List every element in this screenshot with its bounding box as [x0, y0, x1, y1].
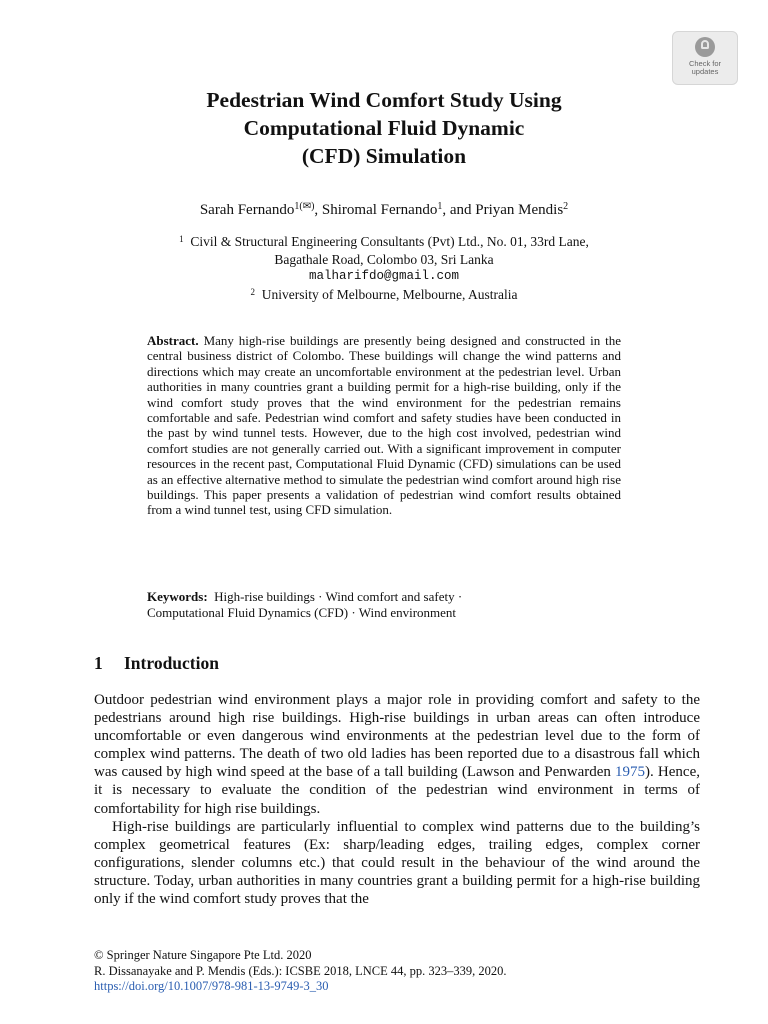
keywords-line: High-rise buildings · Wind comfort and safety ·	[214, 589, 463, 604]
affiliations	[100, 233, 668, 303]
title-line: (CFD) Simulation	[301, 144, 467, 168]
copyright: © Springer Nature Singapore Pte Ltd. 2020	[94, 948, 312, 962]
author-affiliation-mark: 1	[437, 201, 443, 212]
title-line: Computational Fluid Dynamic	[243, 116, 525, 140]
abstract-text: Many high-rise buildings are presently being designed and constructed in the central business district of Colombo. These buildings will change the wind patterns and directions which may create an uncomfortable environment at the pedestrian level. Urban authorities in many countries grant a building permit for a high-rise building, only if the wind comfort study proves that the wind environment for the pedestrian remains comfortable and safe. Pedestrian wind comfort and safety studies have been conducted in the past by wind tunnel tests. However, due to the high cost involved, pedestrian wind comfort studies are not generally carried out. With a significant improvement in computer resources in the recent past, Computational Fluid Dynamic (CFD) simulations can be used as an effective alternative method to simulate the pedestrian wind comfort around high rise buildings. This paper presents a validation of pedestrian wind comfort results obtained from a wind tunnel test, using CFD simulation.	[147, 333, 622, 518]
author-email[interactable]: malharifdo@gmail.com	[308, 269, 460, 283]
affiliation-1-line1: $^1$ Civil & Structural Engineering Consultants (Pvt) Ltd., No. 01, 33rd Lane,	[179, 234, 589, 249]
keywords-line: Computational Fluid Dynamics (CFD) · Wind environment	[147, 605, 457, 620]
paragraph: Outdoor pedestrian wind environment plays a major role in providing comfort and safety to the pedestrians around high rise buildings. High-rise buildings in urban areas can often introduce uncomfortable or even dangerous wind environments at the pedestrian level due to the form of complex wind patterns. The death of two old ladies has been reported due to a disastrous fall which was caused by high wind speed at the base of a tall building (Lawson and Penwarden 1975). Hence, it is necessary to evaluate the condition of the pedestrian wind environment in terms of comfortability for high rise buildings.	[94, 692, 700, 817]
affiliation-2: $^2$ University of Melbourne, Melbourne, Australia	[250, 286, 518, 302]
section-heading	[94, 653, 219, 674]
abstract	[147, 333, 621, 518]
author-affiliation-mark[interactable]: 1(✉)	[294, 201, 315, 212]
check-for-updates-badge[interactable]	[672, 31, 738, 85]
title-line: Pedestrian Wind Comfort Study Using	[206, 88, 562, 112]
author-list: Sarah Fernando$^{1(✉)}$, Shiromal Fernando$^1$, and Priyan Mendis$^2$	[199, 201, 569, 218]
badge-label: Check for updates	[688, 59, 722, 76]
keywords-label: Keywords:	[147, 589, 208, 604]
doi-link[interactable]: https://doi.org/10.1007/978-981-13-9749-3_30	[94, 979, 329, 993]
author-name: Sarah Fernando	[199, 202, 295, 218]
citation-link[interactable]: 1975	[615, 764, 646, 781]
section-number: 1	[94, 653, 103, 673]
paper-title	[100, 86, 668, 170]
body-text	[94, 691, 700, 908]
keywords	[147, 589, 627, 621]
author-name: Shiromal Fernando	[321, 202, 438, 218]
author-affiliation-mark: 2	[563, 201, 569, 212]
affiliation-1-line2: Bagathale Road, Colombo 03, Sri Lanka	[274, 251, 494, 267]
citation-info: R. Dissanayake and P. Mendis (Eds.): ICSBE 2018, LNCE 44, pp. 323–339, 2020.	[94, 963, 507, 978]
bookmark-icon	[695, 37, 715, 57]
author-name: Priyan Mendis	[475, 202, 564, 218]
paragraph: High-rise buildings are particularly influential to complex wind patterns due to the building’s complex geometrical features (Ex: sharp/leading edges, trailing edges, complex corner configurations, slender columns etc.) that could result in the behaviour of the wind around the structure. Today, urban authorities in many countries grant a building permit for a high-rise building only if the wind comfort study proves that the	[94, 818, 700, 908]
abstract-label: Abstract.	[147, 333, 199, 348]
page-footer	[94, 948, 506, 995]
section-title: Introduction	[124, 653, 219, 673]
